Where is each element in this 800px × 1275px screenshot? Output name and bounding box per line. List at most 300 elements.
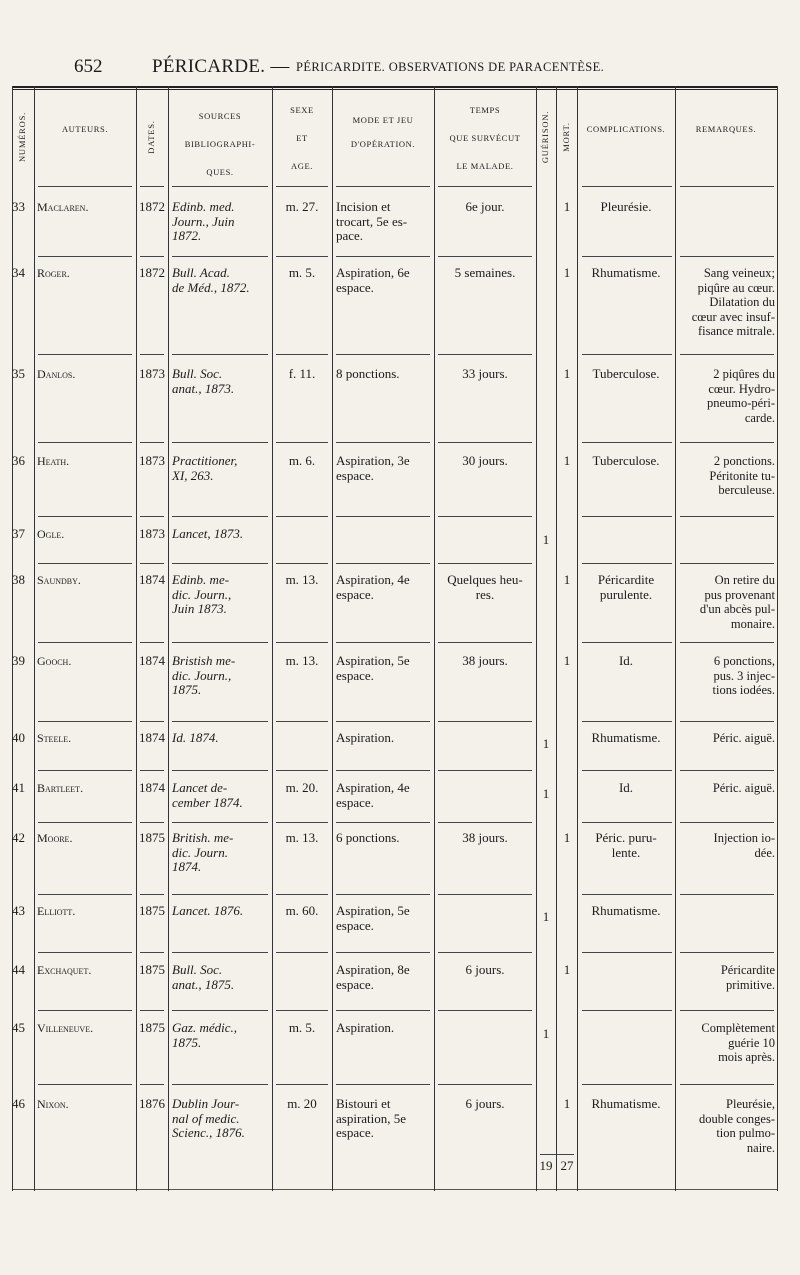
header-temps — [434, 96, 536, 180]
row-source-line: Dublin Jour- — [172, 1096, 240, 1111]
row-date: 1874 — [139, 780, 165, 795]
row-rule — [438, 642, 532, 643]
row-complication-line: Rhumatisme. — [591, 1096, 661, 1111]
row-source-line: Lancet, 1873. — [172, 526, 244, 541]
row-remark-line: double conges- — [698, 1111, 775, 1126]
row-rule — [582, 516, 672, 517]
row-rule — [336, 354, 430, 355]
row-operation-mode — [336, 1021, 430, 1036]
row-remarks — [679, 731, 775, 746]
row-complication-line: Id. — [618, 653, 634, 668]
row-rule — [438, 354, 532, 355]
row-recovery: 1 — [542, 1026, 550, 1041]
row-source-line: dic. Journ., — [172, 586, 232, 602]
row-complications — [580, 1097, 672, 1112]
row-source-line: 1874. — [172, 859, 202, 874]
row-date: 1872 — [139, 199, 165, 214]
row-author: Exchaquet. — [37, 963, 92, 977]
col-rule — [34, 86, 35, 1191]
row-complications — [580, 831, 672, 860]
row-mode-line: espace. — [336, 467, 374, 483]
row-rule — [680, 1084, 774, 1085]
header-sexe — [272, 96, 332, 180]
row-rule — [38, 894, 132, 895]
row-rule — [438, 256, 532, 257]
row-rule — [438, 186, 532, 187]
row-remarks — [679, 573, 775, 631]
row-remark-line: Péric. aiguë. — [712, 731, 775, 745]
row-number: 33 — [12, 199, 25, 214]
header-temps-line: QUE SURVÉCUT — [449, 133, 521, 143]
row-rule — [336, 516, 430, 517]
row-source-line: Id. 1874. — [172, 730, 219, 745]
row-source-line: Edinb. med. — [172, 199, 235, 214]
row-source-line: Bull. Soc. — [172, 366, 223, 381]
row-rule — [438, 563, 532, 564]
row-rule — [172, 256, 268, 257]
row-remark-line: Injection io- — [713, 831, 775, 845]
row-rule — [680, 1010, 774, 1011]
row-rule — [582, 642, 672, 643]
row-author: Ogle. — [37, 527, 65, 541]
row-rule — [680, 822, 774, 823]
row-number: 41 — [12, 780, 25, 795]
row-rule — [276, 442, 328, 443]
row-mode-line: espace. — [336, 917, 374, 933]
row-rule — [38, 642, 132, 643]
row-rule — [582, 770, 672, 771]
page-number: 652 — [74, 56, 103, 77]
row-source-line: XI, 263. — [172, 467, 214, 483]
row-death: 1 — [563, 366, 571, 381]
row-remarks — [679, 367, 775, 425]
row-source-line: anat., 1875. — [172, 976, 235, 992]
row-rule — [276, 822, 328, 823]
page-title: PÉRICARDE. — — [152, 56, 290, 77]
row-complications — [580, 654, 672, 669]
row-rule — [438, 894, 532, 895]
header-sources-line: SOURCES — [198, 111, 242, 121]
row-number: 40 — [12, 730, 25, 745]
row-rule — [140, 642, 164, 643]
row-source-line: Juin 1873. — [172, 601, 227, 616]
row-complications — [580, 573, 672, 602]
row-rule — [438, 721, 532, 722]
row-rule — [582, 563, 672, 564]
row-date: 1873 — [139, 526, 165, 541]
header-auteurs: AUTEURS. — [61, 124, 109, 134]
row-death: 1 — [563, 1096, 571, 1111]
row-date: 1874 — [139, 572, 165, 587]
row-complications — [580, 367, 672, 382]
row-rule — [438, 822, 532, 823]
row-date: 1875 — [139, 1020, 165, 1035]
row-rule — [140, 1084, 164, 1085]
row-remark-line: tion pulmo- — [716, 1126, 775, 1140]
row-date: 1875 — [139, 962, 165, 977]
row-rule — [276, 952, 328, 953]
row-mode-line: aspiration, 5e — [336, 1110, 407, 1126]
row-mode-line: Incision et — [336, 199, 391, 214]
row-rule — [172, 721, 268, 722]
row-rule — [38, 563, 132, 564]
row-rule — [276, 770, 328, 771]
row-survival-time: 30 jours. — [462, 453, 508, 468]
row-remark-line: guérie 10 — [728, 1035, 775, 1050]
row-survival-time: 6 jours. — [465, 1096, 505, 1111]
row-mode-line: Aspiration. — [336, 730, 395, 745]
row-number: 42 — [12, 830, 25, 845]
row-recovery: 1 — [542, 786, 550, 801]
row-rule — [140, 256, 164, 257]
row-rule — [336, 442, 430, 443]
header-temps-line: LE MALADE. — [456, 161, 514, 171]
row-number: 44 — [12, 962, 25, 977]
row-rule — [38, 721, 132, 722]
row-remark-line: d'un abcès pul- — [699, 602, 775, 616]
row-remarks — [679, 266, 775, 339]
row-complications — [580, 904, 672, 919]
row-death: 1 — [563, 453, 571, 468]
row-rule — [680, 770, 774, 771]
row-mode-line: Aspiration, 5e — [336, 653, 410, 668]
row-rule — [582, 1084, 672, 1085]
row-complication-line: Pleurésie. — [600, 199, 652, 214]
header-dates: DATES. — [146, 120, 156, 154]
row-source — [172, 963, 268, 992]
row-number: 37 — [12, 526, 25, 541]
row-rule — [438, 770, 532, 771]
row-remarks — [679, 963, 775, 992]
row-recovery: 1 — [542, 736, 550, 751]
col-rule — [577, 86, 578, 1191]
row-remarks — [679, 781, 775, 796]
row-source — [172, 831, 268, 875]
row-date: 1875 — [139, 830, 165, 845]
row-mode-line: Aspiration. — [336, 1020, 395, 1035]
row-rule — [336, 186, 430, 187]
row-rule — [38, 516, 132, 517]
row-rule — [172, 822, 268, 823]
row-number: 35 — [12, 366, 25, 381]
row-mode-line: 8 ponctions. — [336, 366, 400, 381]
header-sources-line: QUES. — [206, 167, 234, 177]
row-sex-age: m. 6. — [288, 453, 316, 468]
row-source-line: anat., 1873. — [172, 380, 235, 396]
row-mode-line: espace. — [336, 279, 374, 295]
row-source-line: Bristish me- — [172, 653, 236, 668]
row-remark-line: 2 ponctions. — [713, 454, 775, 468]
row-rule — [438, 952, 532, 953]
row-rule — [680, 256, 774, 257]
header-guerison: GUÉRISON. — [540, 110, 550, 164]
row-rule — [582, 721, 672, 722]
row-rule — [172, 642, 268, 643]
col-rule — [168, 86, 169, 1191]
row-rule — [680, 721, 774, 722]
row-rule — [276, 1010, 328, 1011]
row-complication-line: Rhumatisme. — [591, 903, 661, 918]
row-operation-mode — [336, 573, 430, 602]
row-remark-line: Péric. aiguë. — [712, 781, 775, 795]
header-numeros: NUMÉROS. — [17, 111, 27, 163]
row-number: 46 — [12, 1096, 25, 1111]
header-sexe-line: ET — [296, 133, 308, 143]
row-mode-line: 6 ponctions. — [336, 830, 400, 845]
col-rule — [332, 86, 333, 1191]
header-remarques: REMARQUES. — [695, 124, 757, 134]
row-source — [172, 573, 268, 617]
row-author: Danlos. — [37, 367, 76, 381]
row-remark-line: 2 piqûres du — [713, 367, 775, 381]
row-source-line: 1875. — [172, 1034, 202, 1050]
row-author: Bartleet. — [37, 781, 84, 795]
row-death: 1 — [563, 653, 571, 668]
row-sex-age: m. 20. — [285, 780, 319, 795]
row-source-line: nal of medic. — [172, 1110, 240, 1126]
row-remark-line: cœur. Hydro- — [708, 381, 775, 396]
row-source — [172, 200, 268, 244]
row-complication-line: lente. — [611, 844, 641, 860]
col-rule — [556, 86, 557, 1191]
table-bottom-rule — [12, 1189, 778, 1190]
row-remark-line: mois après. — [718, 1050, 775, 1064]
header-sources — [168, 102, 272, 186]
row-rule — [680, 563, 774, 564]
row-mode-line: espace. — [336, 586, 374, 602]
row-remark-line: primitive. — [726, 977, 775, 992]
row-rule — [336, 642, 430, 643]
header-mort: MORT. — [561, 122, 571, 152]
row-rule — [172, 563, 268, 564]
row-rule — [680, 186, 774, 187]
row-rule — [140, 442, 164, 443]
row-rule — [582, 256, 672, 257]
row-operation-mode — [336, 367, 430, 382]
row-remarks — [679, 454, 775, 498]
row-rule — [140, 516, 164, 517]
row-rule — [38, 1010, 132, 1011]
row-remark-line: Pleurésie, — [726, 1097, 775, 1111]
row-sex-age: m. 13. — [285, 653, 319, 668]
row-author: Roger. — [37, 266, 70, 280]
row-rule — [38, 256, 132, 257]
row-source-line: British. me- — [172, 830, 234, 845]
row-rule — [140, 354, 164, 355]
row-operation-mode — [336, 963, 430, 992]
row-operation-mode — [336, 781, 430, 810]
row-rule — [336, 563, 430, 564]
row-rule — [438, 516, 532, 517]
row-source-line: Bull. Soc. — [172, 962, 223, 977]
row-number: 36 — [12, 453, 25, 468]
row-rule — [140, 822, 164, 823]
row-number: 43 — [12, 903, 25, 918]
row-sex-age: m. 27. — [285, 199, 319, 214]
row-operation-mode — [336, 731, 430, 746]
row-complication-line: purulente. — [599, 586, 653, 602]
row-sex-age: f. 11. — [288, 366, 316, 381]
row-sex-age: m. 5. — [288, 1020, 316, 1035]
row-remark-line: monaire. — [730, 616, 775, 631]
paracentesis-table — [12, 86, 778, 1191]
row-survival-time: 38 jours. — [462, 830, 508, 845]
row-survival-time: 6e jour. — [465, 199, 505, 214]
row-remark-line: pus. 3 injec- — [713, 668, 775, 683]
row-complication-line: Tuberculose. — [592, 453, 660, 468]
row-source-line: dic. Journ. — [172, 844, 228, 860]
row-rule — [582, 1010, 672, 1011]
header-complications: COMPLICATIONS. — [586, 124, 666, 134]
row-remark-line: Dilatation du — [709, 295, 775, 309]
row-complication-line: Rhumatisme. — [591, 265, 661, 280]
row-rule — [172, 516, 268, 517]
row-rule — [680, 952, 774, 953]
row-rule — [140, 1010, 164, 1011]
row-complications — [580, 200, 672, 215]
row-rule — [276, 1084, 328, 1085]
row-rule — [140, 894, 164, 895]
row-rule — [140, 952, 164, 953]
row-source — [172, 781, 268, 810]
row-complication-line: Péricardite — [597, 572, 655, 587]
row-rule — [582, 354, 672, 355]
row-rule — [582, 952, 672, 953]
row-complication-line: Péric. puru- — [595, 830, 657, 845]
row-rule — [172, 1010, 268, 1011]
row-rule — [38, 952, 132, 953]
row-sex-age: m. 13. — [285, 572, 319, 587]
row-source — [172, 654, 268, 698]
row-remark-line: fisance mitrale. — [697, 324, 775, 338]
row-rule — [276, 354, 328, 355]
row-date: 1872 — [139, 265, 165, 280]
row-remark-line: piqûre au cœur. — [697, 280, 775, 295]
row-survival-time: 33 jours. — [462, 366, 508, 381]
row-complications — [580, 266, 672, 281]
row-operation-mode — [336, 1097, 430, 1141]
row-operation-mode — [336, 904, 430, 933]
row-author: Elliott. — [37, 904, 76, 918]
row-sex-age: m. 60. — [285, 903, 319, 918]
row-source-line: 1872. — [172, 228, 202, 243]
row-rule — [172, 770, 268, 771]
row-source — [172, 266, 268, 295]
row-date: 1874 — [139, 730, 165, 745]
table-top-rule — [12, 86, 778, 88]
row-mode-line: Bistouri et — [336, 1096, 391, 1111]
row-rule — [140, 563, 164, 564]
row-mode-line: pace. — [336, 228, 364, 243]
row-mode-line: Aspiration, 4e — [336, 572, 410, 587]
header-sexe-line: AGE. — [291, 161, 313, 171]
header-mode-line: MODE ET JEU — [352, 115, 414, 125]
row-rule — [276, 516, 328, 517]
row-rule — [336, 822, 430, 823]
row-rule — [172, 894, 268, 895]
total-mort: 27 — [560, 1158, 574, 1173]
row-rule — [38, 770, 132, 771]
row-source-line: Scienc., 1876. — [172, 1125, 245, 1140]
row-rule — [38, 1084, 132, 1085]
row-author: Steele. — [37, 731, 72, 745]
totals-rule — [540, 1154, 574, 1155]
row-source-line: de Méd., 1872. — [172, 279, 250, 295]
row-rule — [582, 442, 672, 443]
row-mode-line: espace. — [336, 667, 374, 683]
row-rule — [680, 516, 774, 517]
row-number: 39 — [12, 653, 25, 668]
header-mode — [332, 108, 434, 156]
row-mode-line: espace. — [336, 1125, 374, 1140]
row-rule — [140, 186, 164, 187]
col-rule — [536, 86, 537, 1191]
row-death: 1 — [563, 572, 571, 587]
row-remark-line: berculeuse. — [718, 483, 775, 497]
row-source — [172, 367, 268, 396]
row-rule — [276, 186, 328, 187]
row-recovery: 1 — [542, 532, 550, 547]
row-remark-line: carde. — [744, 410, 775, 425]
row-source-line: Journ., Juin — [172, 213, 235, 229]
row-complication-line: Rhumatisme. — [591, 730, 661, 745]
row-source — [172, 1021, 268, 1050]
row-rule — [336, 721, 430, 722]
row-death: 1 — [563, 830, 571, 845]
row-remarks — [679, 1097, 775, 1155]
row-author: Moore. — [37, 831, 73, 845]
row-author: Heath. — [37, 454, 70, 468]
row-complication-line: Tuberculose. — [592, 366, 660, 381]
header-mode-line: D'OPÉRATION. — [350, 139, 416, 149]
row-author: Gooch. — [37, 654, 72, 668]
row-rule — [172, 354, 268, 355]
row-rule — [336, 1010, 430, 1011]
row-source — [172, 527, 268, 542]
row-remark-line: dée. — [754, 845, 775, 860]
row-operation-mode — [336, 454, 430, 483]
row-rule — [276, 642, 328, 643]
row-mode-line: Aspiration, 8e — [336, 962, 410, 977]
row-source-line: 1875. — [172, 682, 202, 697]
row-rule — [336, 1084, 430, 1085]
row-source-line: Lancet. 1876. — [172, 903, 244, 918]
row-remarks — [679, 1021, 775, 1065]
row-rule — [38, 186, 132, 187]
row-mode-line: Aspiration, 4e — [336, 780, 410, 795]
page-subtitle: PÉRICARDITE. OBSERVATIONS DE PARACENTÈSE. — [296, 60, 605, 74]
row-source-line: Lancet de- — [172, 780, 228, 795]
row-recovery: 1 — [542, 909, 550, 924]
row-survival-time: 5 semaines. — [454, 265, 516, 280]
row-operation-mode — [336, 654, 430, 683]
row-author: Nixon. — [37, 1097, 69, 1111]
row-rule — [276, 894, 328, 895]
row-number: 45 — [12, 1020, 25, 1035]
row-sex-age: m. 13. — [285, 830, 319, 845]
row-source — [172, 731, 268, 746]
row-rule — [172, 442, 268, 443]
row-rule — [680, 642, 774, 643]
row-date: 1874 — [139, 653, 165, 668]
row-complications — [580, 781, 672, 796]
row-complications — [580, 454, 672, 469]
row-complication-line: Id. — [618, 780, 634, 795]
row-mode-line: espace. — [336, 976, 374, 992]
header-temps-line: TEMPS — [469, 105, 501, 115]
row-mode-line: trocart, 5e es- — [336, 213, 408, 229]
row-rule — [680, 442, 774, 443]
